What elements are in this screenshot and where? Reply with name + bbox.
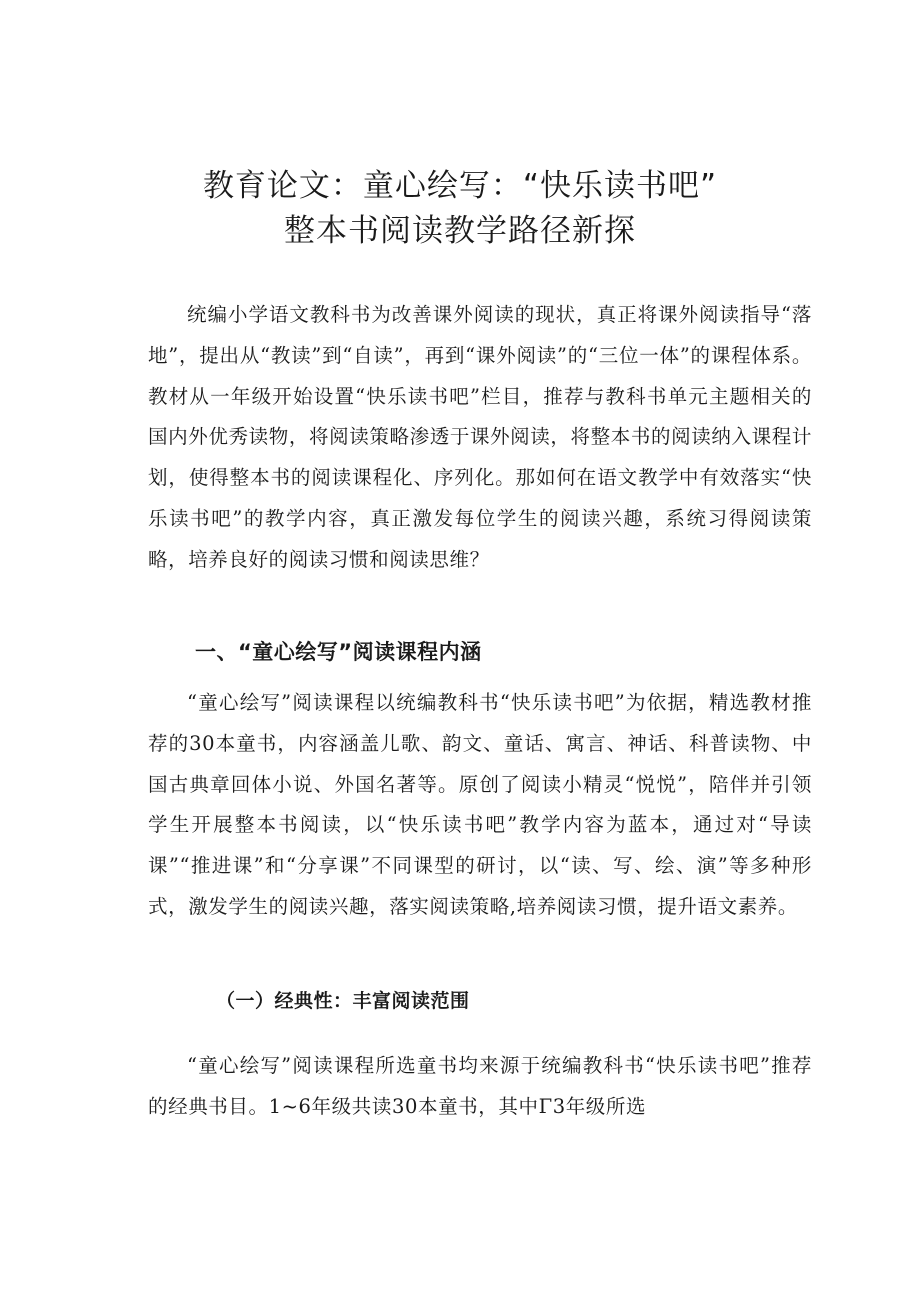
document-title-line-1: 教育论文：童心绘写：“快乐读书吧”	[202, 168, 718, 204]
document-title-line-2: 整本书阅读教学路径新探	[284, 213, 636, 249]
section-heading-1: 一、“童心绘写”阅读课程内涵	[195, 640, 482, 664]
paragraph-course-connotation: “童心绘写”阅读课程以统编教科书“快乐读书吧”为依据，精选教材推荐的30本童书，内容涵盖儿歌、韵文、童话、寓言、神话、科普读物、中国古典章回体小说、外国名著等。原创了阅读小精灵“悦悦”，陪伴并引领学生开展整本书阅读，以“快乐读书吧”教学内容为蓝本，通过对“导读课”“推进课”和“分享课”不同课型的研讨，以“读、写、绘、演”等多种形式，激发学生的阅读兴趣，落实阅读策略,培养阅读习惯，提升语文素养。	[148, 691, 812, 918]
paragraph-classic-books: “童心绘写”阅读课程所选童书均来源于统编教科书“快乐读书吧”推荐的经典书目。1~6年级共读30本童书，其中Γ3年级所选	[148, 1054, 812, 1118]
subsection-heading-1: （一）经典性：丰富阅读范围	[216, 990, 470, 1012]
paragraph-intro: 统编小学语文教科书为改善课外阅读的现状，真正将课外阅读指导“落地”，提出从“教读”到“自读”，再到“课外阅读”的“三位一体”的课程体系。教材从一年级开始设置“快乐读书吧”栏目，推荐与教科书单元主题相关的国内外优秀读物，将阅读策略渗透于课外阅读，将整本书的阅读纳入课程计划，使得整本书的阅读课程化、序列化。那如何在语文教学中有效落实“快乐读书吧”的教学内容，真正激发每位学生的阅读兴趣，系统习得阅读策略，培养良好的阅读习惯和阅读思维？	[148, 303, 812, 571]
